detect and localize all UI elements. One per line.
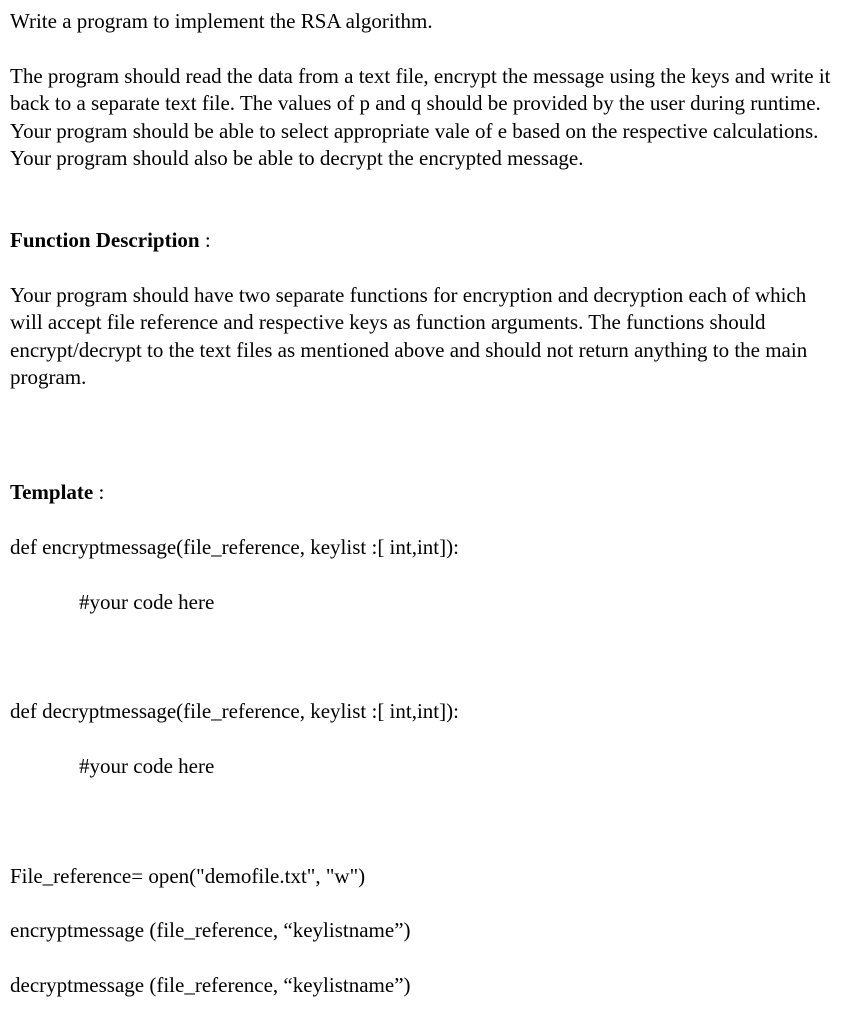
- function-description-heading: [10, 227, 211, 254]
- function-description-heading-suffix: :: [199, 228, 211, 252]
- task-title: Write a program to implement the RSA algorithm.: [10, 9, 433, 33]
- encrypt-body-comment: #your code here: [79, 590, 215, 614]
- encrypt-call-line: encryptmessage (file_reference, “keylistname”): [10, 918, 411, 942]
- file-open-line: File_reference= open("demofile.txt", "w"): [10, 864, 366, 888]
- decrypt-body-comment: #your code here: [79, 754, 215, 778]
- decrypt-call-line: decryptmessage (file_reference, “keylistname”): [10, 973, 411, 997]
- decrypt-signature: def decryptmessage(file_reference, keylist :[ int,int]):: [10, 699, 459, 723]
- template-heading: [10, 479, 104, 506]
- template-heading-suffix: :: [93, 480, 105, 504]
- template-heading-text: Template: [10, 480, 94, 504]
- function-description-heading-text: Function Description: [10, 228, 200, 252]
- function-description-paragraph: Your program should have two separate functions for encryption and decryption each of which will accept file reference and respective keys as function arguments. The functions should encrypt/decrypt to the text files as mentioned above and should not return anything to the main program.: [10, 283, 808, 390]
- intro-paragraph: The program should read the data from a text file, encrypt the message using the keys and write it back to a separate text file. The values of p and q should be provided by the user during runtime. Your program should be able to select appropriate vale of e based on the respective calculations. Your program should also be able to decrypt the encrypted message.: [10, 64, 831, 171]
- encrypt-signature: def encryptmessage(file_reference, keylist :[ int,int]):: [10, 535, 459, 559]
